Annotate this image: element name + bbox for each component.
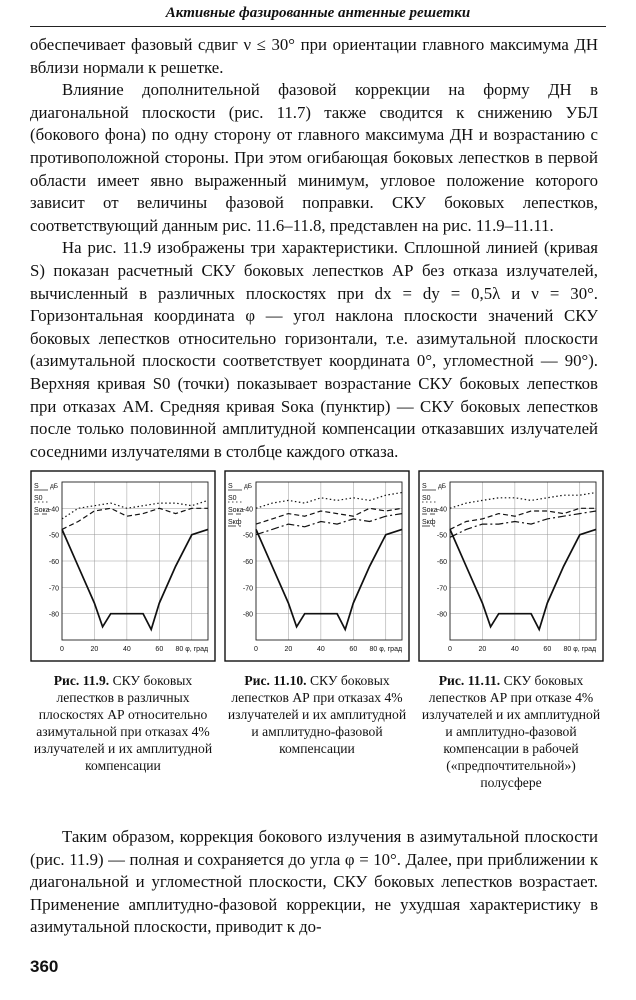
x-tick-label: 40 xyxy=(122,646,131,653)
caption-label: Рис. 11.9. xyxy=(53,673,110,688)
x-tick-label: 20 xyxy=(284,646,293,653)
chart-fig-11-11 xyxy=(418,470,604,662)
legend-entry: Sока xyxy=(422,507,438,514)
caption-label: Рис. 11.10. xyxy=(244,673,307,688)
y-tick-label: -50 xyxy=(436,532,447,540)
y-tick-label: -60 xyxy=(48,559,59,566)
chart-fig-11-9 xyxy=(30,470,216,662)
x-tick-label: 0 xyxy=(254,646,258,653)
x-tick-label: 20 xyxy=(478,646,487,653)
caption-11-10 xyxy=(224,672,410,757)
figure-11-10 xyxy=(224,470,410,757)
legend-entry: S xyxy=(422,483,427,490)
legend-entry: S0 xyxy=(228,495,237,502)
chart-frame xyxy=(419,471,603,661)
y-unit-label: дБ xyxy=(243,483,252,490)
y-tick-label: -80 xyxy=(48,611,59,619)
caption-11-9 xyxy=(30,672,216,774)
x-tick-label: 40 xyxy=(510,646,519,653)
figure-11-11 xyxy=(418,470,604,791)
legend-entry: S xyxy=(228,483,233,490)
x-tick-label: 20 xyxy=(90,646,99,653)
y-tick-label: -70 xyxy=(48,585,59,593)
caption-text: СКУ боковых лепестков АР при отказах 4% излучателей и их амплитудной и амплитудно-фазовой компенсации xyxy=(227,673,407,756)
figures-row xyxy=(30,470,606,810)
caption-text: СКУ боковых лепестков в различных плоскостях АР относительно азимутальной при отказах 4% излучателей и их амплитудной компенсации xyxy=(33,673,213,773)
legend-entry: S0 xyxy=(34,495,43,502)
x-tick-label: 60 xyxy=(349,646,358,653)
x-tick-label: 60 xyxy=(155,646,164,653)
body-text-top xyxy=(30,34,598,463)
y-tick-label: -50 xyxy=(48,532,59,540)
x-tick-label: 40 xyxy=(316,646,325,653)
x-tick-label: 0 xyxy=(60,646,64,653)
legend-entry: Sкф xyxy=(228,519,242,526)
legend-entry: Sока xyxy=(228,507,244,514)
y-tick-label: -80 xyxy=(436,611,447,619)
legend-entry: Sока xyxy=(34,507,50,514)
y-tick-label: -50 xyxy=(242,532,253,540)
y-unit-label: дБ xyxy=(437,483,446,490)
y-tick-label: -40 xyxy=(48,506,59,514)
legend-entry: S xyxy=(34,483,39,490)
running-header: Активные фазированные антенные решетки xyxy=(30,0,606,27)
paragraph-4: Таким образом, коррекция бокового излучения в азимутальной плоскости (рис. 11.9) — полная и сохраняется до угла φ = 10°. Далее, при приближении к диагональной и угломестной плоскости, СКУ боковых лепестков возрастает. Применение амплитудно-фазовой коррекции, не ухудшая характеристику в азимутальной плоскости, приводит к до- xyxy=(30,827,598,937)
caption-label: Рис. 11.11. xyxy=(438,673,501,688)
y-tick-label: -60 xyxy=(242,559,253,566)
page-number: 360 xyxy=(30,957,59,976)
y-tick-label: -60 xyxy=(436,559,447,566)
paragraph-2: Влияние дополнительной фазовой коррекции на форму ДН в диагональной плоскости (рис. 11.7) также сводится к снижению УБЛ (бокового фона) по одну сторону от главного максимума ДН и возрастанию с противоположной стороны. При этом огибающая боковых лепестков в первой области имеет явно выраженный минимум, угловое положение которого зависит от величины фазовой поправки. СКУ боковых лепестков, соответствующий данным рис. 11.6–11.8, представлен на рис. 11.9–11.11. xyxy=(30,80,598,235)
x-tick-label: 80 φ, град xyxy=(369,646,403,653)
legend-entry: S0 xyxy=(422,495,431,502)
body-text-bottom xyxy=(30,826,598,939)
caption-text: СКУ боковых лепестков АР при отказе 4% излучателей и их амплитудной и амплитудно-фазовой компенсации в рабочей («предпочтительной») полусфере xyxy=(421,673,601,790)
y-tick-label: -40 xyxy=(242,506,253,514)
x-tick-label: 80 φ, град xyxy=(563,646,597,653)
caption-11-11 xyxy=(418,672,604,791)
x-tick-label: 80 φ, град xyxy=(175,646,209,653)
legend-entry: Sкф xyxy=(422,519,436,526)
y-tick-label: -40 xyxy=(436,506,447,514)
chart-frame xyxy=(31,471,215,661)
y-unit-label: дБ xyxy=(49,483,58,490)
chart-fig-11-10 xyxy=(224,470,410,662)
y-tick-label: -80 xyxy=(242,611,253,619)
y-tick-label: -70 xyxy=(436,585,447,593)
y-tick-label: -70 xyxy=(242,585,253,593)
figure-11-9 xyxy=(30,470,216,774)
x-tick-label: 60 xyxy=(543,646,552,653)
x-tick-label: 0 xyxy=(448,646,452,653)
paragraph-3: На рис. 11.9 изображены три характеристики. Сплошной линией (кривая S) показан расчетный СКУ боковых лепестков АР без отказа излучателей, вычисленный в различных плоскостях при dx = dy = 0,5λ и ν = 30°. Горизонтальная координата φ — угол наклона плоскости значений СКУ боковых лепестков относительно горизонтали, т.е. азимутальной плоскости (азимутальной плоскости соответствует координата 0°, угломестной — 90°). Верхняя кривая S0 (точки) показывает возрастание СКУ боковых лепестков при отказах АМ. Средняя кривая Sока (пунктир) — СКУ боковых лепестков после только половинной амплитудной компенсации отказавших излучателей соседними излучателями в столбце каждого отказа. xyxy=(30,238,598,461)
paragraph-1: обеспечивает фазовый сдвиг ν ≤ 30° при ориентации главного максимума ДН вблизи нормали к решетке. xyxy=(30,35,598,77)
chart-frame xyxy=(225,471,409,661)
